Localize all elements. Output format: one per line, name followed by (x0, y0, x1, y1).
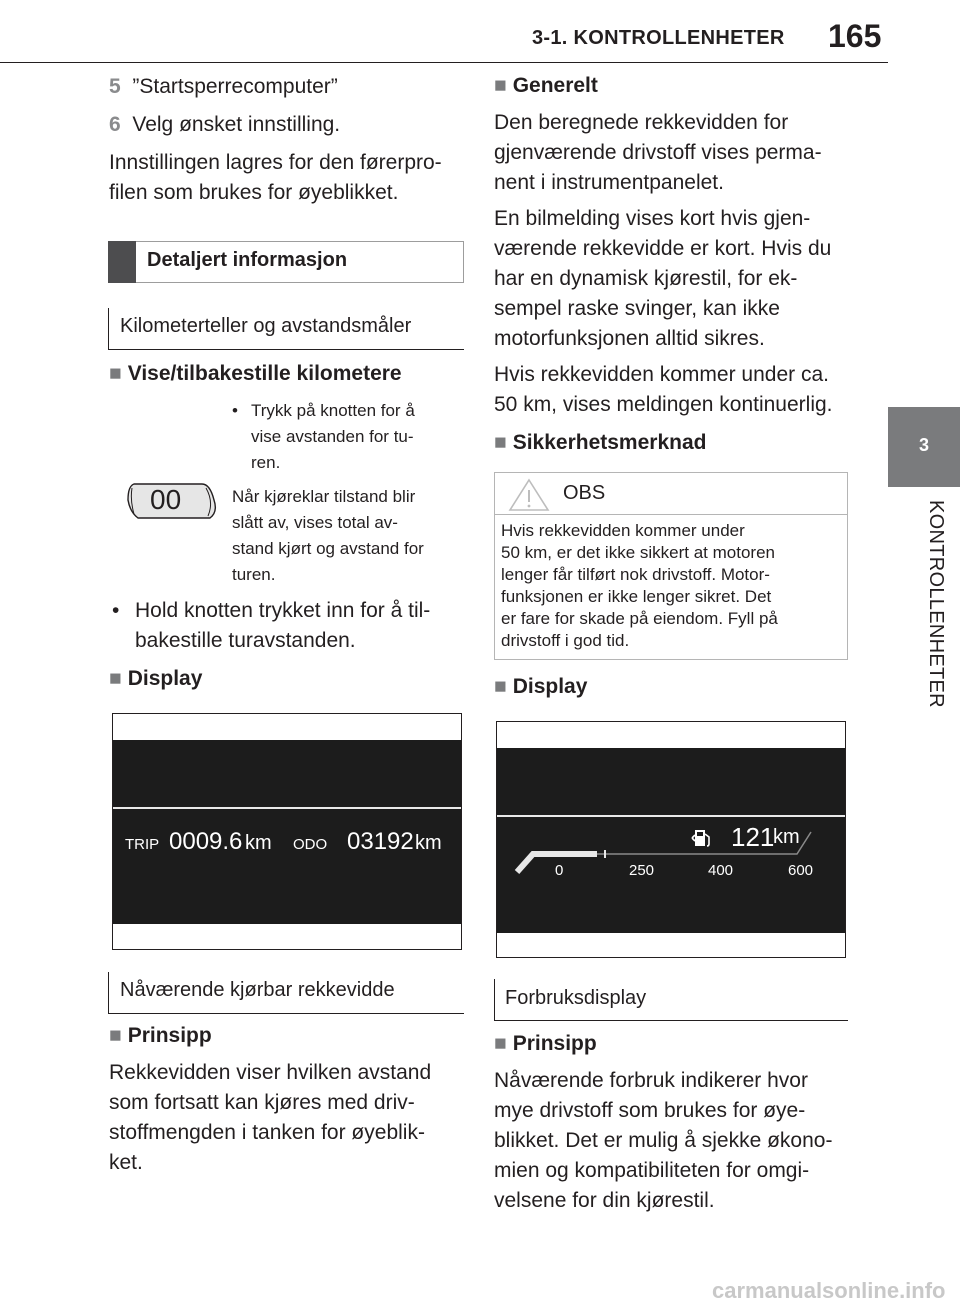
bullet-big (112, 596, 430, 656)
heading-display (109, 667, 202, 691)
trip-value: 0009.6 (169, 828, 243, 855)
para-line: velsene for din kjørestil. (494, 1189, 715, 1212)
para-line: nent i instrumentpanelet. (494, 171, 724, 194)
bullet-dot: • (232, 401, 238, 420)
knob-text-line: Når kjøreklar tilstand blir (232, 487, 416, 506)
square-bullet-icon: ■ (494, 74, 507, 97)
bullet-small (232, 398, 415, 476)
bullet-line: bakestille turavstanden. (135, 629, 356, 652)
para-line: filen som brukes for øyeblikket. (109, 181, 399, 204)
para-line: værende rekkevidde er kort. Hvis du (494, 237, 832, 260)
step-6-number: 6 (109, 113, 121, 136)
page-number: 165 (828, 18, 882, 54)
para-line: mien og kompatibiliteten for omgi- (494, 1159, 810, 1182)
para-line: gjenværende drivstoff vises perma- (494, 141, 822, 164)
heading-text: Prinsipp (127, 1024, 212, 1047)
knob-text-line: stand kjørt og avstand for (232, 539, 424, 558)
para-line: har en dynamisk kjørestil, for ek- (494, 267, 798, 290)
odo-label: ODO (293, 836, 328, 853)
warning-line: er fare for skade på eiendom. Fyll på (501, 609, 778, 628)
fuel-pump-icon (691, 826, 715, 855)
para-line: motorfunksjonen alltid sikres. (494, 327, 765, 350)
warning-triangle-icon (508, 478, 550, 517)
para-line: ket. (109, 1151, 143, 1174)
chapter-label: KONTROLLENHETER (925, 500, 947, 708)
trip-knob-illustration (124, 478, 220, 524)
warning-line: 50 km, er det ikke sikkert at motoren (501, 543, 775, 562)
warning-line: drivstoff i god tid. (501, 631, 630, 650)
heading-generelt (494, 74, 598, 98)
caption-rule (108, 349, 464, 350)
step-6 (109, 110, 340, 140)
info-box (108, 241, 464, 283)
display-range (496, 721, 846, 958)
para-line: mye drivstoff som brukes for øye- (494, 1099, 806, 1122)
step-5-text: ”Startsperrecomputer” (132, 75, 338, 98)
heading-prinsipp (109, 1024, 212, 1048)
heading-text: Generelt (512, 74, 598, 97)
bullet-line: ren. (251, 453, 281, 472)
warning-line: Hvis rekkevidden kommer under (501, 521, 745, 540)
scale-tick-label: 0 (555, 862, 564, 879)
info-box-label: Detaljert informasjon (147, 249, 348, 271)
caption: Kilometerteller og avstandsmåler (120, 315, 412, 337)
caption: Nåværende kjørbar rekkevidde (120, 979, 395, 1001)
heading-vise (109, 362, 402, 386)
caption-rule (494, 1020, 848, 1021)
warning-text (501, 520, 778, 652)
warning-line: lenger får tilført nok drivstoff. Motor- (501, 565, 770, 584)
caption: Forbruksdisplay (505, 987, 647, 1009)
para-line: 50 km, vises meldingen kontinuerlig. (494, 393, 833, 416)
watermark: carmanualsonline.info (712, 1278, 946, 1303)
heading-sikkerhet (494, 431, 706, 455)
trip-label: TRIP (125, 836, 160, 853)
caption-rule (108, 308, 109, 350)
heading-text: Display (127, 667, 203, 690)
range-unit: km (773, 826, 800, 848)
heading-text: Sikkerhetsmerknad (512, 431, 707, 454)
square-bullet-icon: ■ (494, 675, 507, 698)
para-line: blikket. Det er mulig å sjekke økono- (494, 1129, 833, 1152)
step-5-number: 5 (109, 75, 121, 98)
para-line: sempel raske svinger, kan ikke (494, 297, 780, 320)
square-bullet-icon: ■ (494, 431, 507, 454)
section-title: 3-1. KONTROLLENHETER (532, 27, 785, 49)
scale-tick-label: 400 (708, 862, 734, 879)
caption-rule (494, 979, 495, 1021)
knob-text-line: turen. (232, 565, 276, 584)
heading-text: Prinsipp (512, 1032, 597, 1055)
para-line: Den beregnede rekkevidden for (494, 111, 789, 134)
bullet-dot: • (112, 599, 120, 622)
knob-label: 00 (150, 484, 182, 515)
warning-title: OBS (563, 482, 606, 504)
bullet-line: Trykk på knotten for å (251, 401, 415, 420)
warning-line: funksjonen er ikke lenger sikret. Det (501, 587, 772, 606)
step-5 (109, 72, 338, 102)
odo-unit: km (415, 832, 442, 854)
knob-text (232, 484, 424, 588)
scale-tick-label: 250 (629, 862, 655, 879)
display-divider (113, 807, 461, 809)
scale-tick-label: 600 (788, 862, 814, 879)
para-line: som fortsatt kan kjøres med driv- (109, 1091, 415, 1114)
para-line: Innstillingen lagres for den førerpro- (109, 151, 442, 174)
knob-text-line: slått av, vises total av- (232, 513, 398, 532)
square-bullet-icon: ■ (109, 1024, 122, 1047)
para-line: Nåværende forbruk indikerer hvor (494, 1069, 808, 1092)
caption-rule (108, 972, 109, 1014)
header-divider (0, 62, 888, 63)
square-bullet-icon: ■ (494, 1032, 507, 1055)
bullet-line: Hold knotten trykket inn for å til- (135, 599, 431, 622)
para-line: Hvis rekkevidden kommer under ca. (494, 363, 829, 386)
range-value: 121 (731, 822, 775, 852)
info-box-bar (108, 241, 136, 283)
display-trip-odo (112, 713, 462, 950)
bullet-line: vise avstanden for tu- (251, 427, 414, 446)
step-6-text: Velg ønsket innstilling. (132, 113, 341, 136)
heading-text: Display (512, 675, 588, 698)
para-line: En bilmelding vises kort hvis gjen- (494, 207, 811, 230)
square-bullet-icon: ■ (109, 667, 122, 690)
heading-text: Vise/tilbakestille kilometere (127, 362, 402, 385)
odo-value: 03192 (347, 828, 414, 855)
chapter-number: 3 (918, 435, 929, 455)
trip-unit: km (245, 832, 272, 854)
square-bullet-icon: ■ (109, 362, 122, 385)
heading-display (494, 675, 587, 699)
para-line: Rekkevidden viser hvilken avstand (109, 1061, 432, 1084)
caption-rule (108, 1013, 464, 1014)
heading-prinsipp (494, 1032, 597, 1056)
para-line: stoffmengden i tanken for øyeblik- (109, 1121, 425, 1144)
